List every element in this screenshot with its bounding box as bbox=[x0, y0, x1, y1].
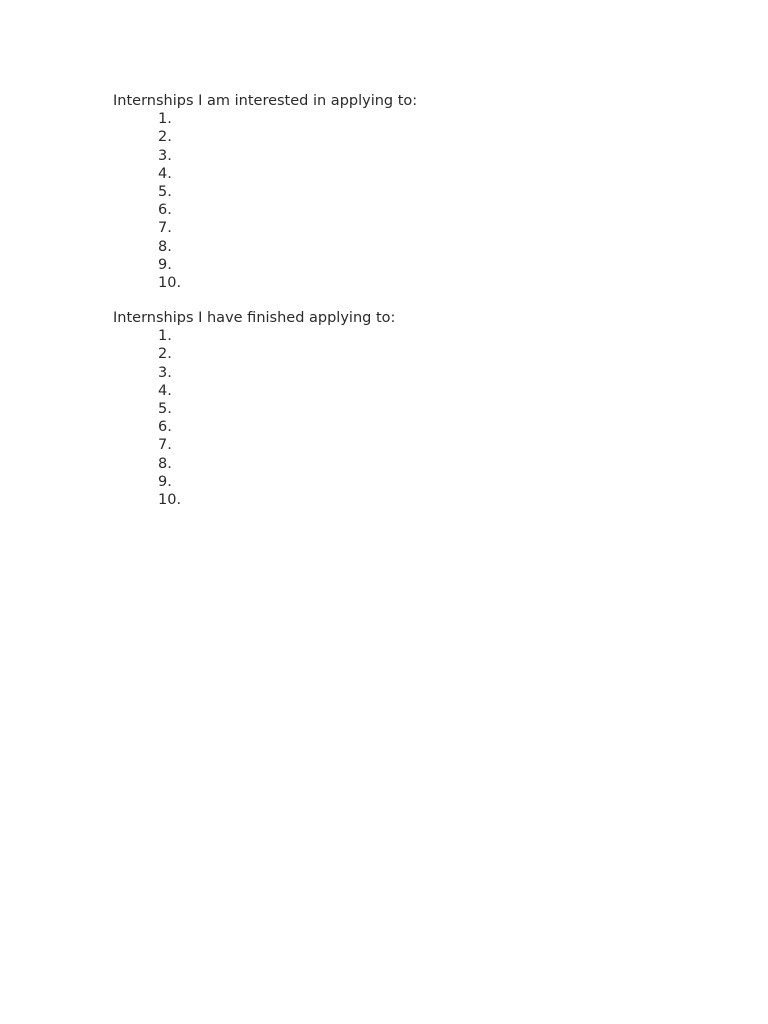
list-item: 2. bbox=[158, 346, 172, 363]
list-item: 1. bbox=[158, 111, 172, 128]
list-item: 3. bbox=[158, 147, 172, 164]
list-item: 6. bbox=[158, 419, 172, 436]
numbered-list bbox=[113, 110, 673, 292]
list-item: 10. bbox=[158, 491, 182, 508]
section-heading: Internships I am interested in applying to: bbox=[113, 93, 418, 109]
list-item: 5. bbox=[158, 183, 172, 200]
list-item: 7. bbox=[158, 220, 172, 237]
list-item: 8. bbox=[158, 238, 172, 255]
list-item: 4. bbox=[158, 382, 172, 399]
list-item: 9. bbox=[158, 256, 172, 273]
list-item: 9. bbox=[158, 473, 172, 490]
list-item: 2. bbox=[158, 129, 172, 146]
list-item: 4. bbox=[158, 165, 172, 182]
section-heading: Internships I have finished applying to: bbox=[113, 310, 396, 326]
list-item: 3. bbox=[158, 364, 172, 381]
finished-internships-section bbox=[113, 309, 673, 509]
list-item: 8. bbox=[158, 455, 172, 472]
list-item: 1. bbox=[158, 328, 172, 345]
list-item: 5. bbox=[158, 400, 172, 417]
list-item: 10. bbox=[158, 274, 182, 291]
list-item: 6. bbox=[158, 202, 172, 219]
list-item: 7. bbox=[158, 437, 172, 454]
numbered-list bbox=[113, 327, 673, 509]
interested-internships-section bbox=[113, 92, 673, 292]
